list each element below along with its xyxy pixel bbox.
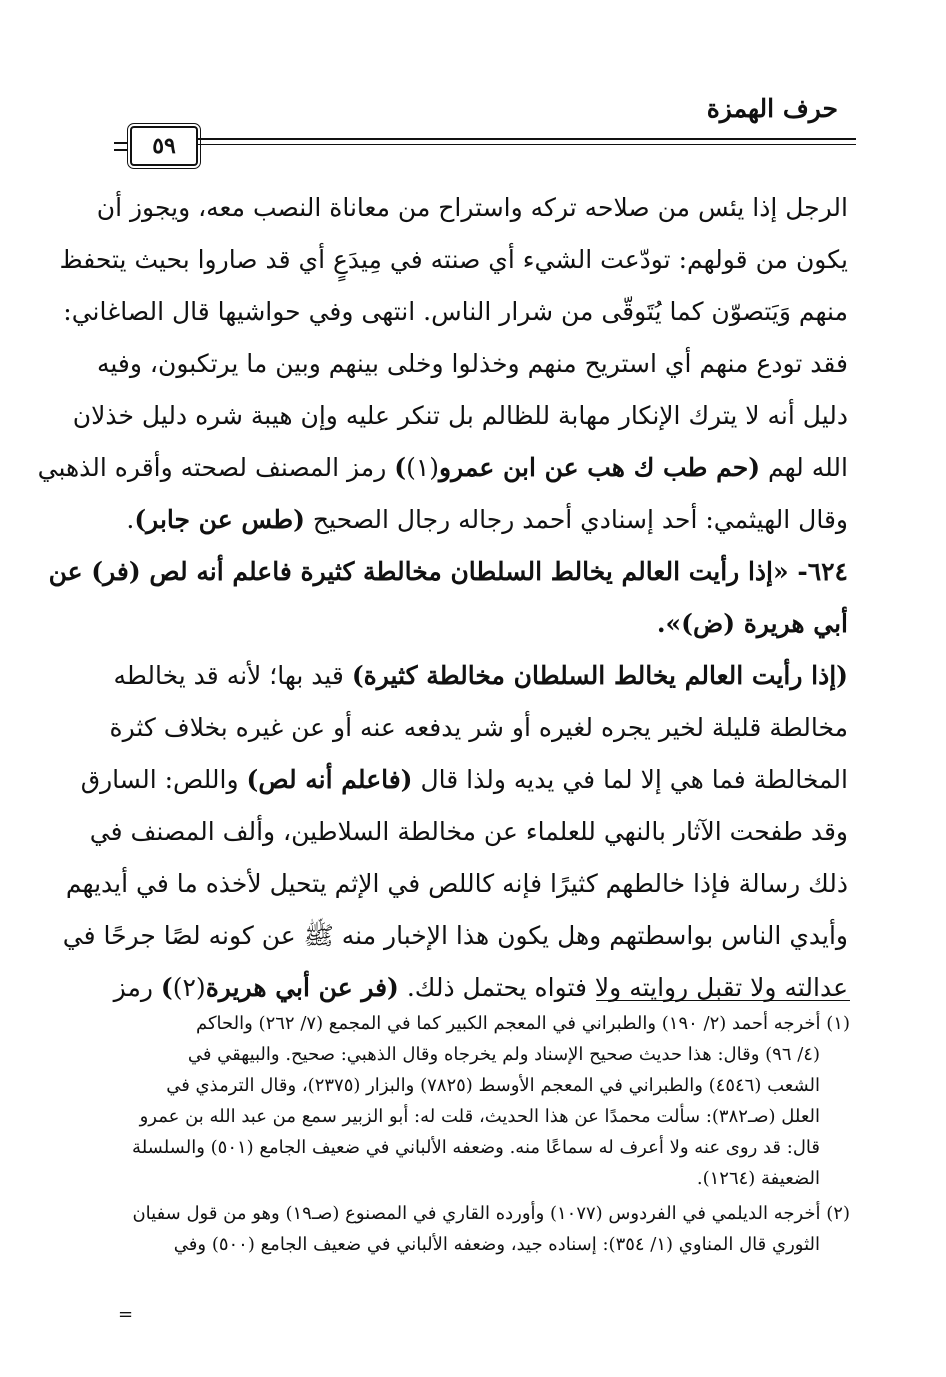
main-text bbox=[37, 182, 848, 1014]
text-segment: منهم وَيَتصوّن كما يُتَوقّى من شرار الناس. انتهى وفي حواشيها قال الصاغاني: bbox=[63, 297, 848, 326]
header-rule-left bbox=[114, 142, 128, 151]
bold-segment: (فاعلم أنه لص) bbox=[246, 765, 413, 794]
text-segment: الله لهم bbox=[760, 453, 848, 482]
continuation-mark: = bbox=[118, 1304, 134, 1325]
text-line bbox=[80, 754, 848, 806]
text-segment: وقد طفحت الآثار بالنهي للعلماء عن مخالطة السلاطين، وألف المصنف في bbox=[89, 817, 848, 846]
bold-segment: (إذا رأيت العالم يخالط السلطان مخالطة كثيرة) bbox=[351, 661, 848, 690]
bold-segment: أبي هريرة (ض)». bbox=[656, 609, 848, 638]
footnote-line: (٤/ ٩٦) وقال: هذا حديث صحيح الإسناد ولم يخرجاه وقال الذهبي: صحيح. والبيهقي في bbox=[187, 1044, 820, 1065]
text-segment: رمز bbox=[113, 973, 161, 1002]
text-line bbox=[114, 962, 848, 1014]
footnote-line: الشعب (٤٥٤٦) والطبراني في المعجم الأوسط (٧٨٢٥) والبزار (٢٣٧٥)، وقال الترمذي في bbox=[166, 1075, 820, 1096]
text-line bbox=[59, 234, 848, 286]
text-line bbox=[37, 442, 848, 494]
text-line bbox=[114, 494, 848, 546]
text-line bbox=[96, 338, 848, 390]
text-segment: رمز المصنف لصحته وأقره الذهبي bbox=[37, 453, 395, 482]
text-segment: الرجل إذا يئس من صلاحه تركه واستراح من معاناة النصب معه، ويجوز أن bbox=[96, 193, 848, 222]
footnote-line: الثوري قال المناوي (١/ ٣٥٤): إسناده جيد، وضعفه الألباني في ضعيف الجامع (٥٠٠) وفي bbox=[173, 1234, 820, 1255]
text-line bbox=[48, 546, 848, 598]
text-segment: . bbox=[126, 505, 135, 534]
text-segment: دليل أنه لا يترك الإنكار مهابة للظالم بل تنكر عليه وإن هيبة شره دليل خذلان bbox=[72, 401, 848, 430]
text-line bbox=[62, 910, 848, 962]
text-segment: وأيدي الناس بواسطتهم وهل يكون هذا الإخبار منه ﷺ عن كونه لصًا جرحًا في bbox=[62, 921, 848, 950]
text-segment: المخالطة فما هي إلا لما في يديه ولذا قال bbox=[412, 765, 848, 794]
text-line bbox=[63, 286, 848, 338]
header-rule bbox=[198, 138, 856, 145]
text-segment: وقال الهيثمي: أحد إسنادي أحمد رجاله رجال الصحيح bbox=[304, 505, 848, 534]
bold-segment: ) bbox=[160, 973, 173, 1002]
text-line bbox=[65, 858, 848, 910]
running-title: حرف الهمزة bbox=[706, 94, 838, 123]
footnote-line: (١) أخرجه أحمد (٢/ ١٩٠) والطبراني في المعجم الكبير كما في المجمع (٧/ ٢٦٢) والحاكم bbox=[196, 1013, 850, 1034]
text-segment: واللص: السارق bbox=[80, 765, 247, 794]
text-line bbox=[114, 598, 848, 650]
text-line bbox=[114, 650, 848, 702]
text-segment: قيد بها؛ لأنه قد يخالطه bbox=[113, 661, 352, 690]
text-segment: عدالته ولا تقبل روايته ولا فتواه يحتمل ذلك. bbox=[398, 973, 848, 1002]
footnote-line: قال: قد روى عنه ولا أعرف له سماعًا منه. وضعفه الألباني في ضعيف الجامع (٥٠١) والسلسلة bbox=[132, 1137, 820, 1158]
footnote-line: (٢) أخرجه الديلمي في الفردوس (١٠٧٧) وأورده القاري في المصنوع (صـ١٩) وهو من قول سفيان bbox=[132, 1203, 850, 1224]
page-number: ٥٩ bbox=[130, 126, 198, 166]
text-line bbox=[109, 702, 848, 754]
text-segment: مخالطة قليلة لخير يجره لغيره أو شر يدفعه عنه أو عن غيره بخلاف كثرة bbox=[109, 713, 848, 742]
text-segment: ذلك رسالة فإذا خالطهم كثيرًا فإنه كاللص في الإثم يتحيل لأخذه ما في أيديهم bbox=[65, 869, 848, 898]
text-line bbox=[89, 806, 848, 858]
footnotes-section bbox=[114, 1008, 850, 1260]
bold-segment: (طس عن جابر) bbox=[134, 505, 305, 534]
text-segment: (١) bbox=[406, 453, 440, 482]
text-segment: فقد تودع منهم أي استريح منهم وخذلوا وخلى بينهم وبين ما يرتكبون، وفيه bbox=[96, 349, 848, 378]
bold-segment: ٦٢٤- «إذا رأيت العالم يخالط السلطان مخالطة كثيرة فاعلم أنه لص (فر) عن bbox=[48, 557, 848, 586]
text-segment: يكون من قولهم: تودّعت الشيء أي صنته في مِيدَعٍ أي قد صاروا بحيث يتحفظ bbox=[59, 245, 848, 274]
text-line bbox=[96, 182, 848, 234]
text-line bbox=[72, 390, 848, 442]
bold-segment: ) bbox=[394, 453, 407, 482]
text-segment: (٢) bbox=[172, 973, 206, 1002]
footnote-separator bbox=[596, 1000, 850, 1001]
footnote-line: العلل (صـ٣٨٢): سألت محمدًا عن هذا الحديث، قلت له: أبو الزبير سمع من عبد الله بن عمرو bbox=[139, 1106, 820, 1127]
bold-segment: (حم طب ك هب عن ابن عمرو bbox=[439, 453, 761, 482]
footnote-line: الضعيفة (١٢٦٤). bbox=[696, 1168, 820, 1189]
bold-segment: (فر عن أبي هريرة bbox=[205, 973, 399, 1002]
